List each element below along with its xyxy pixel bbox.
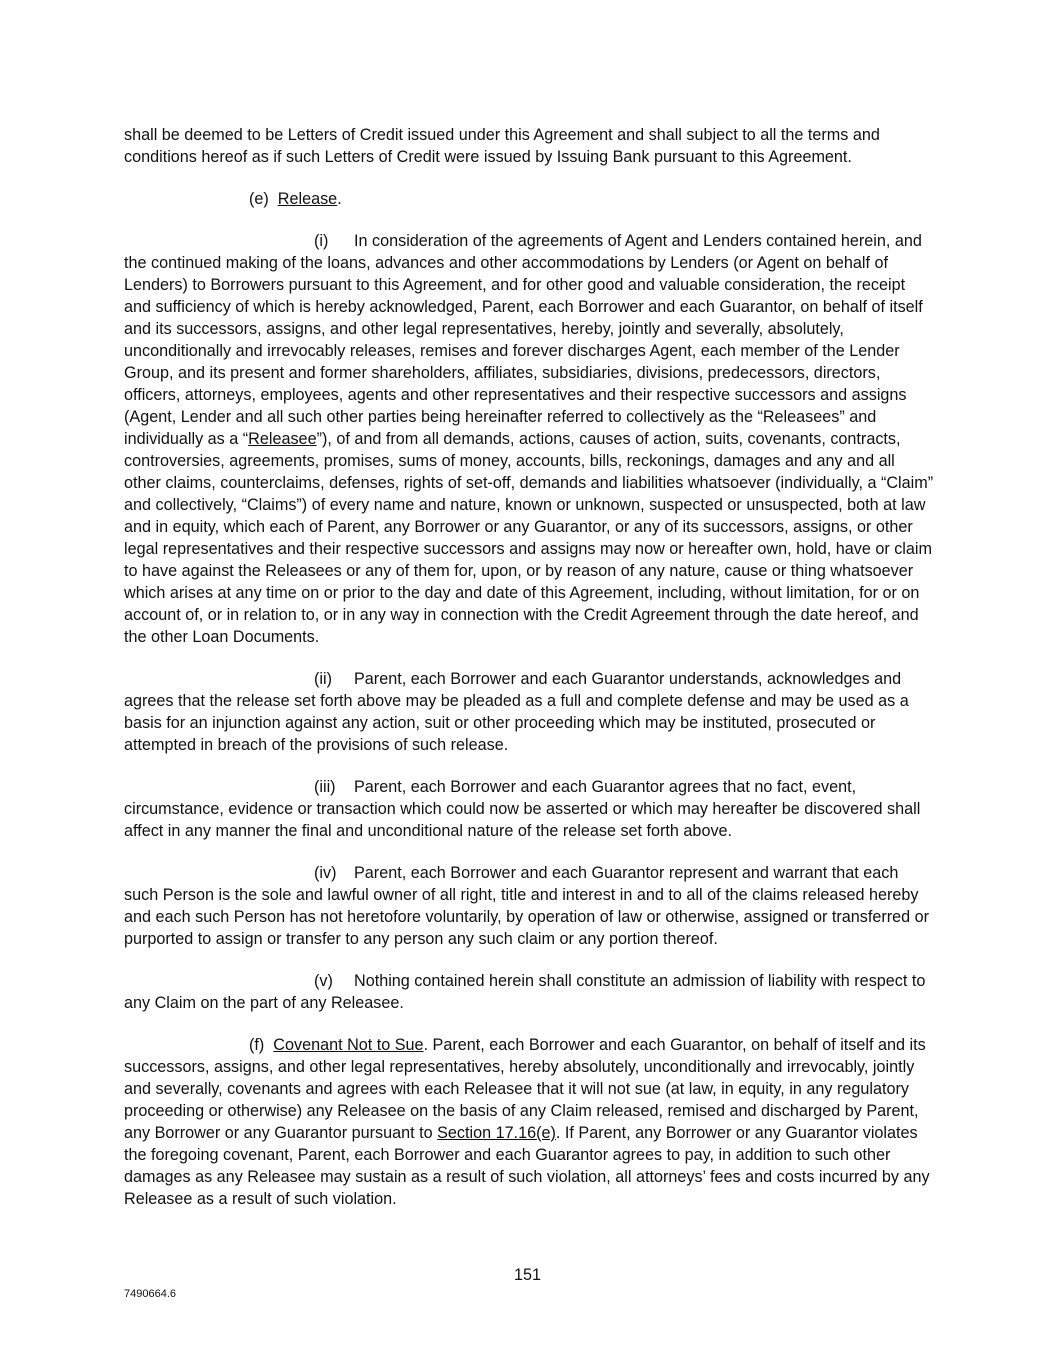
item-i-text-before: In consideration of the agreements of Agent and Lenders contained herein, and the continued making of the loans, advances and other accommodations by Lenders (or Agent on behalf of Lenders) to Borrowers pursuant to this Agreement, and for other good and valuable consideration, the receipt and sufficiency of which is hereby acknowledged, Parent, each Borrower and each Guarantor, on behalf of itself and its successors, assigns, and other legal representatives, hereby, jointly and severally, absolutely, unconditionally and irrevocably releases, remises and forever discharges Agent, each member of the Lender Group, and its present and former shareholders, affiliates, subsidiaries, divisions, predecessors, directors, officers, attorneys, employees, agents and other representatives and their respective successors and assigns (Agent, Lender and all such other parties being hereinafter referred to collectively as the “Releasees” and individually as a “ — [124, 232, 923, 448]
item-iii-paragraph — [124, 776, 936, 842]
item-v-paragraph — [124, 970, 936, 1014]
intro-text: shall be deemed to be Letters of Credit issued under this Agreement and shall subject to all the terms and conditions hereof as if such Letters of Credit were issued by Issuing Bank pursuant to this Agreement. — [124, 126, 880, 166]
section-e-title: Release — [277, 190, 338, 208]
item-ii-text: Parent, each Borrower and each Guarantor understands, acknowledges and agrees that the release set forth above may be pleaded as a full and complete defense and may be used as a basis for an injunction against any action, suit or other proceeding which may be instituted, prosecuted or attempted in breach of the provisions of such release. — [124, 670, 909, 754]
section-f-number: (f) — [249, 1036, 265, 1054]
section-e-title-suffix: . — [337, 190, 342, 208]
page-number: 151 — [513, 1266, 541, 1284]
section-f-reference: Section 17.16(e) — [437, 1124, 556, 1142]
section-f-text-after: . If Parent, any Borrower or any Guarantor violates the foregoing covenant, Parent, each Borrower and each Guarantor agrees to pay, in addition to such other damages as any Releasee may sustain as a result of such violation, all attorneys’ fees and costs incurred by any Releasee as a result of such violation. — [124, 1124, 930, 1208]
item-iii-text: Parent, each Borrower and each Guarantor agrees that no fact, event, circumstance, evidence or transaction which could now be asserted or which may hereafter be discovered shall affect in any manner the final and unconditional nature of the release set forth above. — [124, 778, 921, 840]
item-i-defined-term: Releasee — [248, 430, 317, 448]
section-e-heading — [124, 188, 936, 210]
item-ii-number: (ii) — [314, 670, 332, 688]
section-f-title: Covenant Not to Sue — [273, 1036, 424, 1054]
item-iv-text: Parent, each Borrower and each Guarantor represent and warrant that each such Person is the sole and lawful owner of all right, title and interest in and to all of the claims released hereby and each such Person has not heretofore voluntarily, by operation of law or otherwise, assigned or transferred or purported to assign or transfer to any person any such claim or any portion thereof. — [124, 864, 930, 948]
item-i-text-after: ”), of and from all demands, actions, causes of action, suits, covenants, contracts, controversies, agreements, promises, sums of money, accounts, bills, reckonings, damages and any and all other claims, counterclaims, defenses, rights of set-off, demands and liabilities whatsoever (individually, a “Claim” and collectively, “Claims”) of every name and nature, known or unknown, suspected or unsuspected, both at law and in equity, which each of Parent, any Borrower or any Guarantor, or any of its successors, assigns, or other legal representatives and their respective successors and assigns may now or hereafter own, hold, have or claim to have against the Releasees or any of them for, upon, or by reason of any nature, cause or thing whatsoever which arises at any time on or prior to the day and date of this Agreement, including, without limitation, for or on account of, or in relation to, or in any way in connection with the Credit Agreement through the date hereof, and the other Loan Documents. — [124, 430, 934, 646]
item-iii-number: (iii) — [314, 778, 336, 796]
item-iv-paragraph — [124, 862, 936, 950]
item-iv-number: (iv) — [314, 864, 337, 882]
item-ii-paragraph — [124, 668, 936, 756]
section-f-text-before: . Parent, each Borrower and each Guarantor, on behalf of itself and its successors, assigns, and other legal representatives, hereby absolutely, unconditionally and irrevocably, jointly and severally, covenants and agrees with each Releasee that it will not sue (at law, in equity, in any regulatory proceeding or otherwise) any Releasee on the basis of any Claim released, remised and discharged by Parent, any Borrower or any Guarantor pursuant to — [124, 1036, 926, 1142]
document-id: 7490664.6 — [124, 1288, 176, 1300]
item-i-number: (i) — [314, 232, 329, 250]
section-f-paragraph — [124, 1034, 936, 1210]
item-v-text: Nothing contained herein shall constitute an admission of liability with respect to any Claim on the part of any Releasee. — [124, 972, 926, 1012]
section-e-number: (e) — [249, 190, 269, 208]
document-page — [124, 124, 936, 1230]
intro-paragraph — [124, 124, 936, 168]
item-i-paragraph — [124, 230, 936, 648]
item-v-number: (v) — [314, 972, 333, 990]
